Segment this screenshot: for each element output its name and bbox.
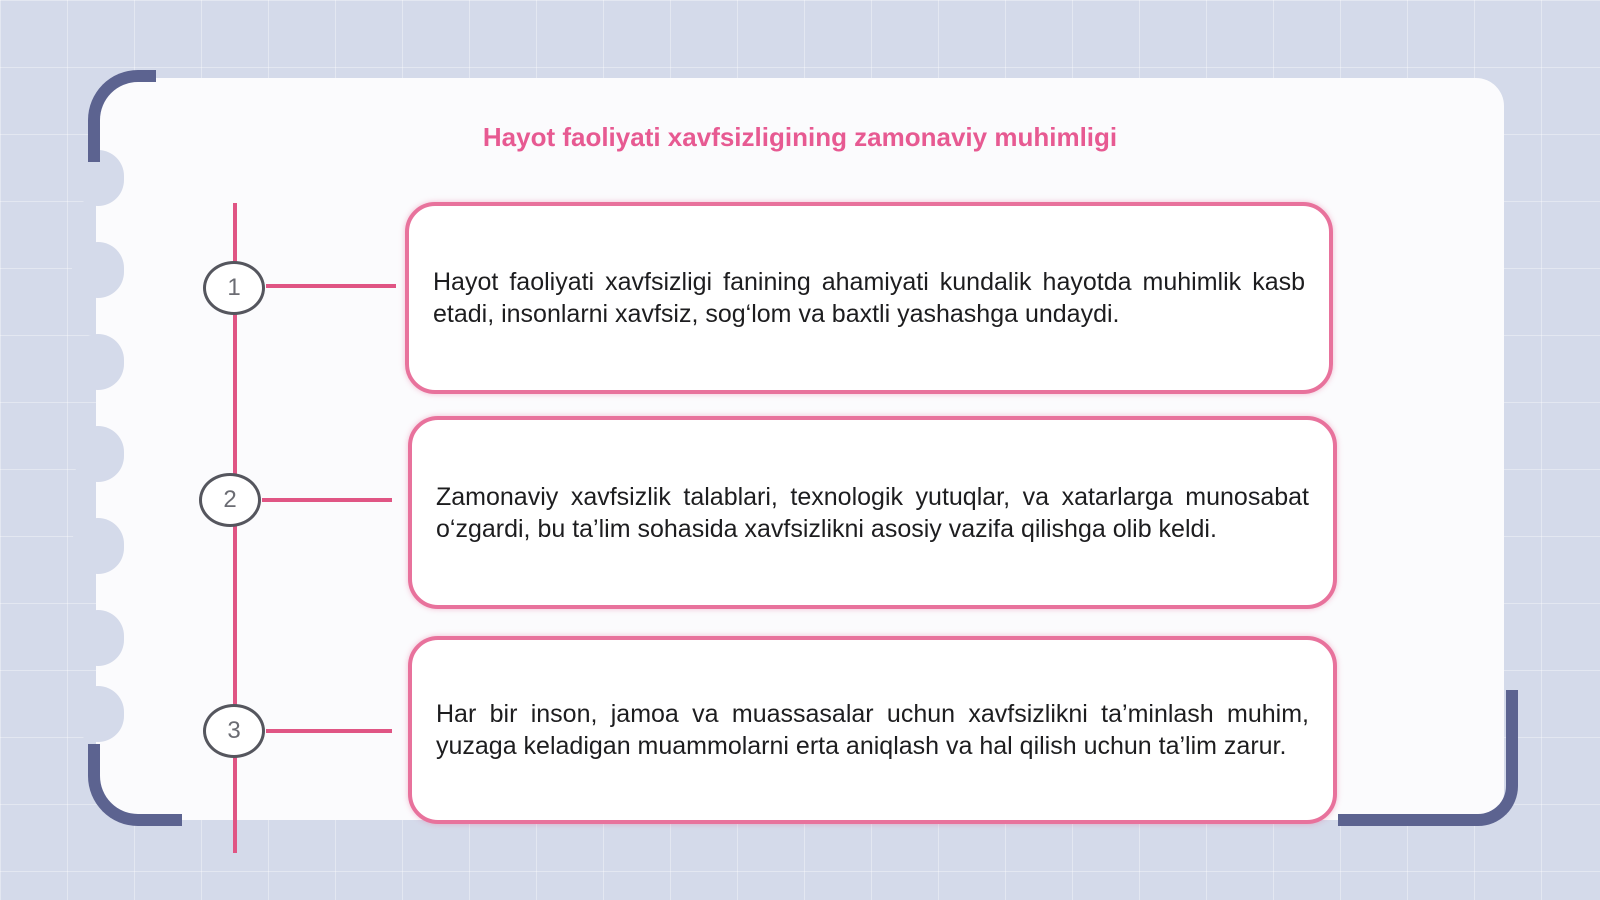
node-number: 2 <box>223 486 237 513</box>
scallop-decoration <box>72 686 124 742</box>
timeline-connector <box>266 284 396 288</box>
node-number: 3 <box>227 717 241 744</box>
content-box-1 <box>405 202 1333 394</box>
content-text: Har bir inson, jamoa va muassasalar uchun xavfsizlikni ta’minlash muhim, yuzaga keladigan muammolarni erta aniqlash va hal qilish uchun ta’lim zarur. <box>436 700 1309 760</box>
scallop-decoration <box>72 518 124 574</box>
corner-bracket-bottom-right <box>1338 690 1518 826</box>
timeline-node-1 <box>203 261 265 315</box>
timeline-connector <box>262 498 392 502</box>
scallop-decoration <box>72 610 124 666</box>
corner-bracket-top-left <box>88 70 156 162</box>
scallop-decoration <box>72 334 124 390</box>
content-text: Zamonaviy xavfsizlik talablari, texnologik yutuqlar, va xatarlarga munosabat o‘zgardi, bu ta’lim sohasida xavfsizlikni asosiy vazifa qilishga olib keldi. <box>436 482 1309 543</box>
content-text: Hayot faoliyati xavfsizligi fanining ahamiyati kundalik hayotda muhimlik kasb etadi, insonlarni xavfsiz, sog‘lom va baxtli yashashga undaydi. <box>433 268 1305 328</box>
content-box-2 <box>408 416 1337 609</box>
timeline-node-2 <box>199 473 261 527</box>
scallop-decoration <box>72 426 124 482</box>
corner-bracket-bottom-left <box>88 744 182 826</box>
slide-title: Hayot faoliyati xavfsizligining zamonaviy muhimligi <box>482 122 1118 152</box>
timeline-node-3 <box>203 704 265 758</box>
content-box-3 <box>408 636 1337 824</box>
scallop-decoration <box>72 242 124 298</box>
timeline-connector <box>266 729 392 733</box>
node-number: 1 <box>227 274 241 301</box>
